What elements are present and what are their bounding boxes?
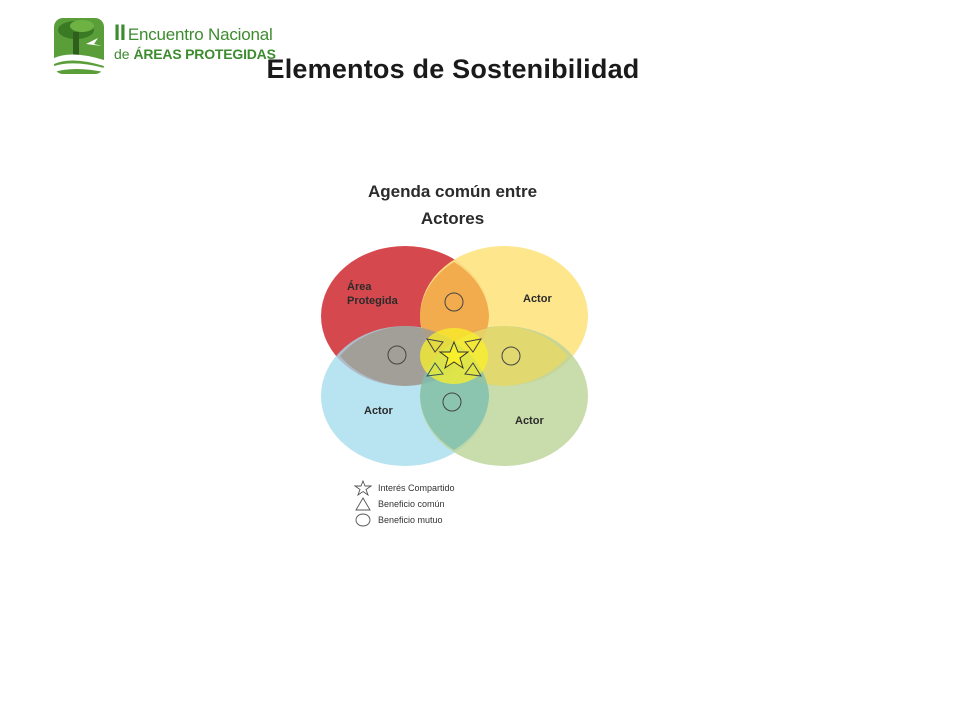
logo-roman: II [114,20,126,45]
star-icon [354,480,372,496]
diagram-heading-line2: Actores [420,209,485,228]
logo-line2-bold: ÁREAS PROTEGIDAS [133,46,276,62]
logo-line2-prefix: de [114,46,130,62]
page-title: Elementos de Sostenibilidad [266,54,640,84]
legend-item [354,512,455,528]
label-actor-top: Actor [523,293,552,305]
legend-label: Beneficio mutuo [378,515,443,525]
label-actor-bottom-left: Actor [364,405,393,417]
label-protected-area-line1: Área [347,281,372,293]
legend [354,480,455,528]
label-actor-bottom-right: Actor [515,415,544,427]
legend-label: Beneficio común [378,499,445,509]
legend-label: Interés Compartido [378,483,455,493]
legend-item [354,496,455,512]
logo-line1: Encuentro Nacional [127,25,273,44]
triangle-icon [354,496,372,512]
diagram-heading-line1: Agenda común entre [367,182,538,201]
legend-item [354,480,455,496]
circle-icon [354,512,372,528]
label-protected-area-line2: Protegida [347,295,398,307]
